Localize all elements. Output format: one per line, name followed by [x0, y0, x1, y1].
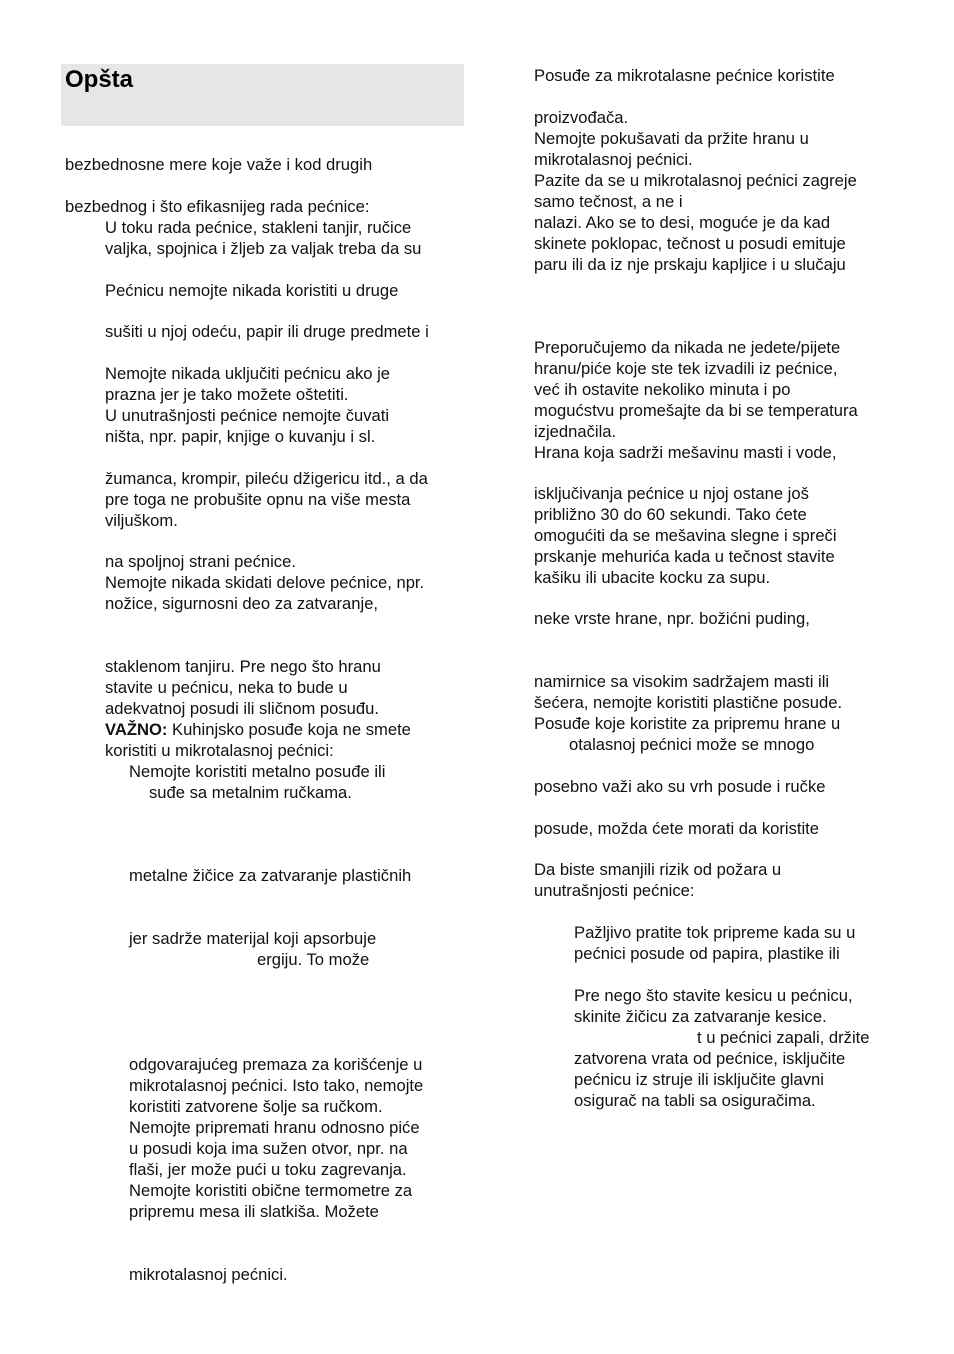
- text-line: suđe sa metalnim ručkama.: [149, 783, 352, 802]
- text-line: osigurač na tabli sa osiguračima.: [574, 1091, 816, 1110]
- section-header: [61, 64, 464, 126]
- text-line: stavite u pećnicu, neka to bude u: [105, 678, 348, 697]
- text-line: viljuškom.: [105, 511, 178, 530]
- text-line: približno 30 do 60 sekundi. Tako ćete: [534, 505, 807, 524]
- text-line: namirnice sa visokim sadržajem masti ili: [534, 672, 830, 691]
- text-line: prskanje mehurića kada u tečnost stavite: [534, 547, 835, 566]
- text-line: Nemojte pokušavati da pržite hranu u: [534, 129, 809, 148]
- text-line: odgovarajućeg premaza za korišćenje u: [129, 1055, 423, 1074]
- text-line: hranu/piće koje ste tek izvadili iz pećnice,: [534, 359, 838, 378]
- text-line: Preporučujemo da nikada ne jedete/pijete: [534, 338, 841, 357]
- text-line: u posudi koja ima sužen otvor, npr. na: [129, 1139, 408, 1158]
- text-line: unutrašnjosti pećnice:: [534, 881, 695, 900]
- text-line: proizvođača.: [534, 108, 629, 127]
- important-line: [105, 719, 411, 740]
- text-line: prazna jer je tako možete oštetiti.: [105, 385, 349, 404]
- text-line: metalne žičice za zatvaranje plastičnih: [129, 866, 412, 885]
- text-line: Nemojte pripremati hranu odnosno piće: [129, 1118, 420, 1137]
- text-line: pripremu mesa ili slatkiša. Možete: [129, 1202, 379, 1221]
- text-line: Pećnicu nemojte nikada koristiti u druge: [105, 281, 399, 300]
- text-line: zatvorena vrata od pećnice, isključite: [574, 1049, 846, 1068]
- text-line: Nemojte nikada uključiti pećnicu ako je: [105, 364, 391, 383]
- text-line: izjednačila.: [534, 422, 617, 441]
- text-line: skinite žičicu za zatvaranje kesice.: [574, 1007, 827, 1026]
- text-line: kašiku ili ubacite kocku za supu.: [534, 568, 771, 587]
- text-line: flaši, jer može pući u toku zagrevanja.: [129, 1160, 407, 1179]
- text-line: pećnici posude od papira, plastike ili: [574, 944, 840, 963]
- text-line: Nemojte nikada skidati delove pećnice, npr.: [105, 573, 425, 592]
- text-line: U unutrašnjosti pećnice nemojte čuvati: [105, 406, 390, 425]
- text-line: U toku rada pećnice, stakleni tanjir, ručice: [105, 218, 412, 237]
- text-line: već ih ostavite nekoliko minuta i po: [534, 380, 791, 399]
- text-line: Pazite da se u mikrotalasnoj pećnici zagreje: [534, 171, 857, 190]
- text-line: na spoljnoj strani pećnice.: [105, 552, 296, 571]
- text-line: žumanca, krompir, pileću džigericu itd., a da: [105, 469, 428, 488]
- text-line: pećnicu iz struje ili isključite glavni: [574, 1070, 824, 1089]
- text-line: ergiju. To može: [257, 950, 370, 969]
- text-line: posude, možda ćete morati da koristite: [534, 819, 820, 838]
- text-line: Posuđe koje koristite za pripremu hrane u: [534, 714, 841, 733]
- text-line: bezbednog i što efikasnijeg rada pećnice:: [65, 197, 370, 216]
- important-label: VAŽNO:: [105, 720, 168, 739]
- text-line: Posuđe za mikrotalasne pećnice koristite: [534, 66, 835, 85]
- text-line: bezbednosne mere koje važe i kod drugih: [65, 155, 373, 174]
- text-line: koristiti zatvorene šolje sa ručkom.: [129, 1097, 383, 1116]
- text-line: adekvatnoj posudi ili sličnom posuđu.: [105, 699, 379, 718]
- text-line: mikrotalasnoj pećnici. Isto tako, nemojte: [129, 1076, 424, 1095]
- text-line: Nemojte koristiti obične termometre za: [129, 1181, 413, 1200]
- text-line: Nemojte koristiti metalno posuđe ili: [129, 762, 386, 781]
- text-line: Kuhinjsko posuđe koja ne smete: [172, 720, 411, 739]
- text-line: Pažljivo pratite tok pripreme kada su u: [574, 923, 856, 942]
- text-line: mogućstvu promešajte da bi se temperatura: [534, 401, 858, 420]
- text-line: skinete poklopac, tečnost u posudi emituje: [534, 234, 846, 253]
- text-line: nalazi. Ako se to desi, moguće je da kad: [534, 213, 831, 232]
- text-line: pre toga ne probušite opnu na više mesta: [105, 490, 411, 509]
- text-line: Pre nego što stavite kesicu u pećnicu,: [574, 986, 853, 1005]
- text-line: ništa, npr. papir, knjige o kuvanju i sl.: [105, 427, 376, 446]
- text-line: jer sadrže materijal koji apsorbuje: [129, 929, 377, 948]
- text-line: šećera, nemojte koristiti plastične posude.: [534, 693, 843, 712]
- text-line: samo tečnost, a ne i: [534, 192, 683, 211]
- text-line: sušiti u njoj odeću, papir ili druge predmete i: [105, 322, 429, 341]
- text-line: paru ili da iz nje prskaju kapljice i u slučaju: [534, 255, 846, 274]
- text-line: Hrana koja sadrži mešavinu masti i vode,: [534, 443, 837, 462]
- text-line: nožice, sigurnosni deo za zatvaranje,: [105, 594, 379, 613]
- text-line: valjka, spojnica i žljeb za valjak treba da su: [105, 239, 422, 258]
- text-line: mikrotalasnoj pećnici.: [534, 150, 693, 169]
- text-line: neke vrste hrane, npr. božićni puding,: [534, 609, 810, 628]
- text-line: isključivanja pećnice u njoj ostane još: [534, 484, 809, 503]
- text-line: mikrotalasnoj pećnici.: [129, 1265, 288, 1284]
- text-line: posebno važi ako su vrh posude i ručke: [534, 777, 826, 796]
- text-line: staklenom tanjiru. Pre nego što hranu: [105, 657, 381, 676]
- text-line: t u pećnici zapali, držite: [697, 1028, 870, 1047]
- text-line: koristiti u mikrotalasnoj pećnici:: [105, 741, 334, 760]
- text-line: Da biste smanjili rizik od požara u: [534, 860, 782, 879]
- text-line: otalasnoj pećnici može se mnogo: [569, 735, 815, 754]
- text-line: omogućiti da se mešavina slegne i spreči: [534, 526, 837, 545]
- section-title: Opšta: [65, 66, 134, 93]
